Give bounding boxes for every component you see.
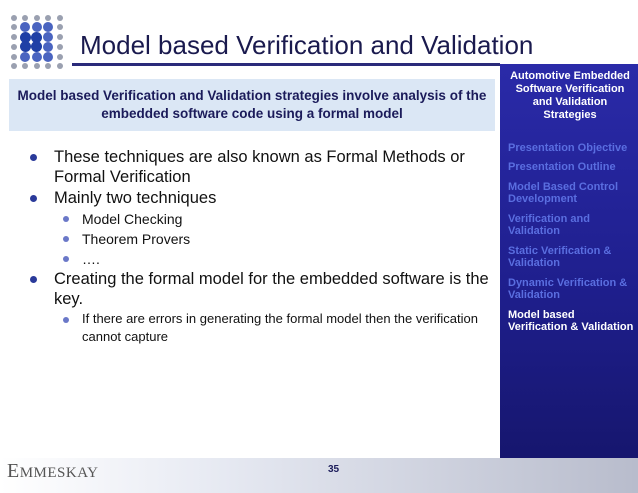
logo-dot bbox=[34, 15, 40, 21]
logo-dot bbox=[22, 15, 28, 21]
sidebar-heading: Automotive Embedded Software Verification and Validation Strategies bbox=[510, 70, 630, 121]
logo-dot bbox=[11, 54, 17, 60]
logo-dot bbox=[57, 63, 63, 69]
bullet-icon bbox=[30, 276, 37, 283]
page-number: 35 bbox=[328, 464, 340, 475]
logo-dot bbox=[32, 52, 42, 62]
logo-dot bbox=[57, 54, 63, 60]
logo-dot bbox=[43, 22, 53, 32]
sub-bullet-theorem-provers: Theorem Provers bbox=[30, 229, 490, 249]
sidebar-item-verification-validation[interactable]: Verification and Validation bbox=[508, 213, 590, 237]
logo-dot bbox=[20, 41, 31, 52]
sidebar-item-presentation-outline[interactable]: Presentation Outline bbox=[508, 161, 616, 173]
bullet-two-techniques: Mainly two techniques bbox=[30, 188, 490, 208]
logo-dot-grid bbox=[8, 12, 66, 72]
logo-dot bbox=[43, 42, 53, 52]
page-title: Model based Verification and Validation bbox=[80, 30, 534, 60]
logo-dot bbox=[57, 44, 63, 50]
title-divider bbox=[72, 63, 500, 66]
sidebar-item-model-based-control[interactable]: Model Based Control Development bbox=[508, 181, 619, 205]
logo-dot bbox=[20, 22, 30, 32]
logo-dot bbox=[43, 32, 53, 42]
sidebar-item-static-vv[interactable]: Static Verification & Validation bbox=[508, 245, 612, 269]
callout-box: Model based Verification and Validation strategies involve analysis of the embedded software code using a formal model bbox=[9, 79, 495, 131]
sub-bullet-icon bbox=[63, 236, 69, 242]
bullet-formal-methods: These techniques are also known as Formal Methods or Formal Verification bbox=[30, 147, 490, 187]
sub-bullet-ellipsis: …. bbox=[30, 249, 490, 269]
logo-dot bbox=[57, 24, 63, 30]
brand-logo: EMMESKAY bbox=[7, 460, 99, 482]
logo-dot bbox=[34, 63, 40, 69]
logo-dot bbox=[43, 52, 53, 62]
sub-bullet-icon bbox=[63, 216, 69, 222]
sidebar-item-model-based-vv[interactable]: Model based Verification & Validation bbox=[508, 309, 634, 333]
logo-dot bbox=[11, 63, 17, 69]
logo-dot bbox=[11, 15, 17, 21]
logo-dot bbox=[31, 41, 42, 52]
logo-dot bbox=[11, 34, 17, 40]
logo-dot bbox=[45, 63, 51, 69]
sidebar-item-dynamic-vv[interactable]: Dynamic Verification & Validation bbox=[508, 277, 628, 301]
logo-dot bbox=[45, 15, 51, 21]
sub-bullet-model-checking: Model Checking bbox=[30, 209, 490, 229]
logo-dot bbox=[22, 63, 28, 69]
sidebar-nav bbox=[500, 64, 638, 458]
logo-dot bbox=[20, 52, 30, 62]
logo-dot bbox=[11, 24, 17, 30]
bullet-icon bbox=[30, 154, 37, 161]
logo-dot bbox=[32, 22, 42, 32]
sub-bullet-icon bbox=[63, 317, 69, 323]
bullet-list bbox=[30, 147, 490, 346]
logo-dot bbox=[57, 15, 63, 21]
sub-bullet-icon bbox=[63, 256, 69, 262]
logo-dot bbox=[57, 34, 63, 40]
logo-dot bbox=[11, 44, 17, 50]
bullet-formal-model-key: Creating the formal model for the embedded software is the key. bbox=[30, 269, 490, 309]
sub-bullet-errors: If there are errors in generating the formal model then the verification cannot capture bbox=[30, 310, 490, 346]
bullet-icon bbox=[30, 195, 37, 202]
sidebar-item-presentation-objective[interactable]: Presentation Objective bbox=[508, 142, 628, 154]
